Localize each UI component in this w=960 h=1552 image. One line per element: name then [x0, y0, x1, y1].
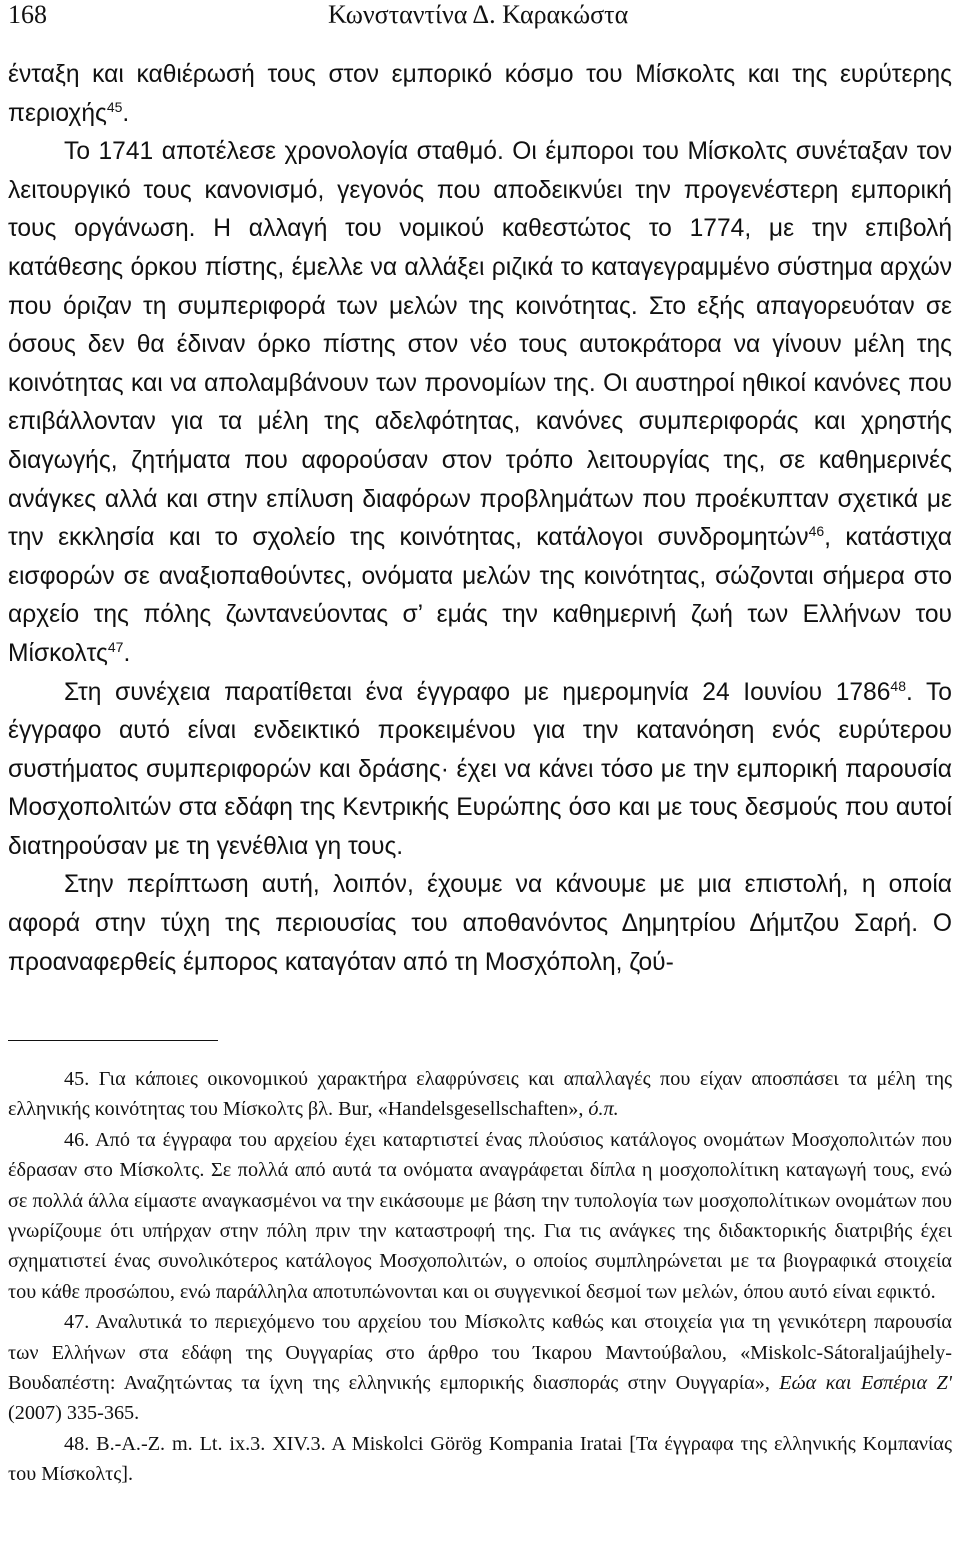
paragraph-2-end: . [123, 639, 131, 667]
footnote-47 [8, 1307, 952, 1429]
paragraph-2 [8, 133, 952, 673]
footnote-46 [8, 1125, 952, 1307]
footnote-ref-47[interactable]: 47 [107, 638, 124, 655]
main-text [8, 56, 952, 982]
footnote-45-text: 45. Για κάποιες οικονομικού χαρακτήρα ελαφρύνσεις και απαλλαγές που είχαν αποσπάσει τα μέλη της ελληνικής κοινότητας του Μίσκολτς βλ. Bur, «Handelsgesellschaften», [8, 1068, 952, 1121]
footnotes [8, 1064, 952, 1490]
paragraph-1-text: ένταξη και καθιέρωσή τους στον εμπορικό κόσμο του Μίσκολτς και της ευρύτερης περιοχής [8, 61, 952, 127]
paragraph-4-text: Στην περίπτωση αυτή, λοιπόν, έχουμε να κάνουμε με μια επιστολή, η οποία αφορά στην τύχη της περιουσίας του αποθανόντος Δημητρίου Δήμτζου Σαρή. Ο προαναφερθείς έμπορος καταγόταν από τη Μοσχόπολη, ζού- [8, 871, 952, 976]
footnote-ref-48[interactable]: 48 [890, 677, 906, 694]
footnote-divider [8, 1040, 218, 1041]
footnote-47-end: (2007) 335-365. [8, 1402, 140, 1425]
paragraph-3-text-b: . Το έγγραφο αυτό είναι ενδεικτικό προκειμένου για την κατανόηση ενός ευρύτερου συστήματος συμπεριφορών και δράσης· έχει να κάνει τόσο με την εμπορική παρουσία Μοσχοπολιτών στα εδάφη της Κεντρικής Ευρώπης όσο και με τους δεσμούς που αυτοί διατηρούσαν με τη γενέθλια γη τους. [8, 678, 952, 860]
footnote-48-text: 48. B.-A.-Z. m. Lt. ix.3. XIV.3. A Miskolci Görög Kompania Iratai [Τα έγγραφα της ελληνικής Κομπανίας του Μίσκολτς]. [8, 1432, 952, 1486]
running-title: Κωνσταντίνα Δ. Καρακώστα [328, 0, 629, 29]
page-number: 168 [8, 0, 47, 29]
paragraph-1-end: . [122, 99, 130, 127]
footnote-47-text: 47. Αναλυτικά το περιεχόμενο του αρχείου του Μίσκολτς καθώς και στοιχεία για τη γενικότερη παρουσία των Ελλήνων στα εδάφη της Ουγγαρίας στο άρθρο του Ίκαρου Μαντούβαλου, «Miskolc-Sátoraljaújhely-Βουδαπέστη: Αναζητώντας τα ίχνη της ελληνικής εμπορικής διασποράς στην Ουγγαρία», [8, 1311, 952, 1395]
paragraph-2-text-b: , κατάστιχα εισφορών σε αναξιοπαθούντες, ονόματα μελών της κοινότητας, σώζονται σήμερα στο αρχείο της πόλης ζωντανεύοντας σ’ εμάς την καθημερινή ζωή των Ελλήνων του Μίσκολτς [8, 524, 952, 667]
paragraph-1 [8, 56, 952, 133]
footnote-45-italic: ό.π. [588, 1098, 619, 1121]
footnote-ref-46[interactable]: 46 [808, 523, 825, 540]
paragraph-3 [8, 674, 952, 867]
footnote-45 [8, 1064, 952, 1125]
paragraph-4 [8, 866, 952, 982]
paragraph-3-text-a: Στη συνέχεια παρατίθεται ένα έγγραφο με ημερομηνία 24 Ιουνίου 1786 [64, 678, 891, 706]
footnote-48 [8, 1429, 952, 1490]
footnote-ref-45[interactable]: 45 [106, 98, 123, 115]
footnote-47-italic: Εώα και Εσπέρια Ζ' [779, 1372, 952, 1395]
page-header [8, 0, 948, 36]
paragraph-2-text-a: Το 1741 αποτέλεσε χρονολογία σταθμό. Οι έμποροι του Μίσκολτς συνέταξαν τον λειτουργικό τους κανονισμό, γεγονός που αποδεικνύει την προγενέστερη εμπορική τους οργάνωση. Η αλλαγή του νομικού καθεστώτος το 1774, με την επιβολή κατάθεσης όρκου πίστης, έμελλε να αλλάξει ριζικά το καταγεγραμμένο σύστημα αρχών που όριζαν τη συμπεριφορά των μελών της κοινότητας. Στο εξής απαγορευόταν σε όσους δεν θα έδιναν όρκο πίστης στον νέο τους αυτοκράτορα να γίνουν μέλη της κοινότητας και να απολαμβάνουν των προνομίων της. Οι αυστηροί ηθικοί κανόνες που επιβάλλονταν για τα μέλη της αδελφότητας, κανόνες συμπεριφοράς και χρηστής διαγωγής, ζητήματα που αφορούσαν στον τρόπο λειτουργίας της, σε καθημερινές ανάγκες αλλά και στην επίλυση διαφόρων προβλημάτων που προέκυπταν σχετικά με την εκκλησία και το σχολείο της κοινότητας, κατάλογοι συνδρομητών [8, 138, 952, 552]
footnote-46-text: 46. Από τα έγγραφα του αρχείου έχει καταρτιστεί ένας πλούσιος κατάλογος ονομάτων Μοσχοπολιτών που έδρασαν στο Μίσκολτς. Σε πολλά από αυτά τα ονόματα αναγράφεται δίπλα η μοσχοπολίτικη καταγωγή τους, ενώ σε πολλά άλλα είμαστε αναγκασμένοι να την εικάσουμε με βάση την τυπολογία των μοσχοπολίτικων ονομάτων που γνωρίζουμε ότι υπήρχαν στην πόλη πριν την καταστροφή της. Για τις ανάγκες της διδακτορικής διατριβής έχει σχηματιστεί ένας συνολικότερος κατάλογος Μοσχοπολιτών, ο οποίος συμπληρώνεται με τα βιογραφικά στοιχεία του κάθε προσώπου, ενώ παράλληλα αποτυπώνονται και οι συγγενικοί δεσμοί των μελών, όπου αυτό είναι εφικτό. [8, 1128, 952, 1303]
